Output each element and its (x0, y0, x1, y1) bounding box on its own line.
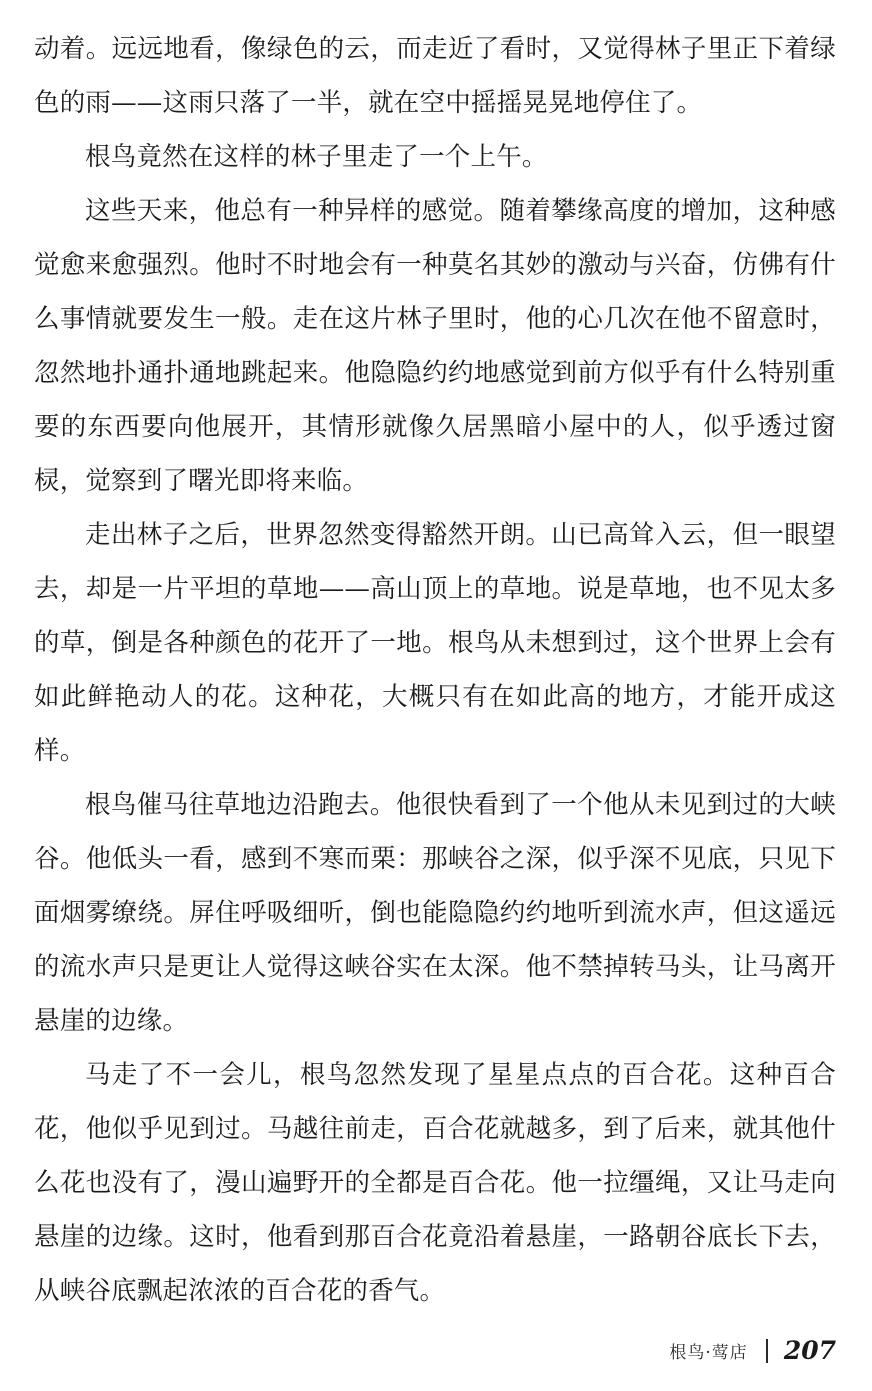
paragraph: 马走了不一会儿，根鸟忽然发现了星星点点的百合花。这种百合花，他似乎见到过。马越往前走，百合花就越多，到了后来，就其他什么花也没有了，漫山遍野开的全都是百合花。他一拉缰绳，又让马走向悬崖的边缘。这时，他看到那百合花竟沿着悬崖，一路朝谷底长下去，从峡谷底飘起浓浓的百合花的香气。 (34, 1060, 836, 1306)
paragraph: 这些天来，他总有一种异样的感觉。随着攀缘高度的增加，这种感觉愈来愈强烈。他时不时地会有一种莫名其妙的激动与兴奋，仿佛有什么事情就要发生一般。走在这片林子里时，他的心几次在他不留意时，忽然地扑通扑通地跳起来。他隐隐约约地感觉到前方似乎有什么特别重要的东西要向他展开，其情形就像久居黑暗小屋中的人，似乎透过窗棂，觉察到了曙光即将来临。 (34, 196, 836, 496)
paragraph: 动着。远远地看，像绿色的云，而走近了看时，又觉得林子里正下着绿色的雨——这雨只落了一半，就在空中摇摇晃晃地停住了。 (34, 34, 836, 118)
paragraph: 根鸟催马往草地边沿跑去。他很快看到了一个他从未见到过的大峡谷。他低头一看，感到不寒而栗：那峡谷之深，似乎深不见底，只见下面烟雾缭绕。屏住呼吸细听，倒也能隐隐约约地听到流水声，但这遥远的流水声只是更让人觉得这峡谷实在太深。他不禁掉转马头，让马离开悬崖的边缘。 (34, 790, 836, 1036)
footer-book-title: 根鸟·莺店 (669, 1343, 748, 1363)
page-footer (0, 1336, 836, 1365)
page-body (34, 22, 836, 1318)
paragraph: 根鸟竟然在这样的林子里走了一个上午。 (85, 142, 548, 172)
page-number: 207 (783, 1336, 836, 1365)
paragraph: 走出林子之后，世界忽然变得豁然开朗。山已高耸入云，但一眼望去，却是一片平坦的草地——高山顶上的草地。说是草地，也不见太多的草，倒是各种颜色的花开了一地。根鸟从未想到过，这个世界上会有如此鲜艳动人的花。这种花，大概只有在如此高的地方，才能开成这样。 (34, 520, 836, 766)
footer-divider (766, 1339, 768, 1363)
